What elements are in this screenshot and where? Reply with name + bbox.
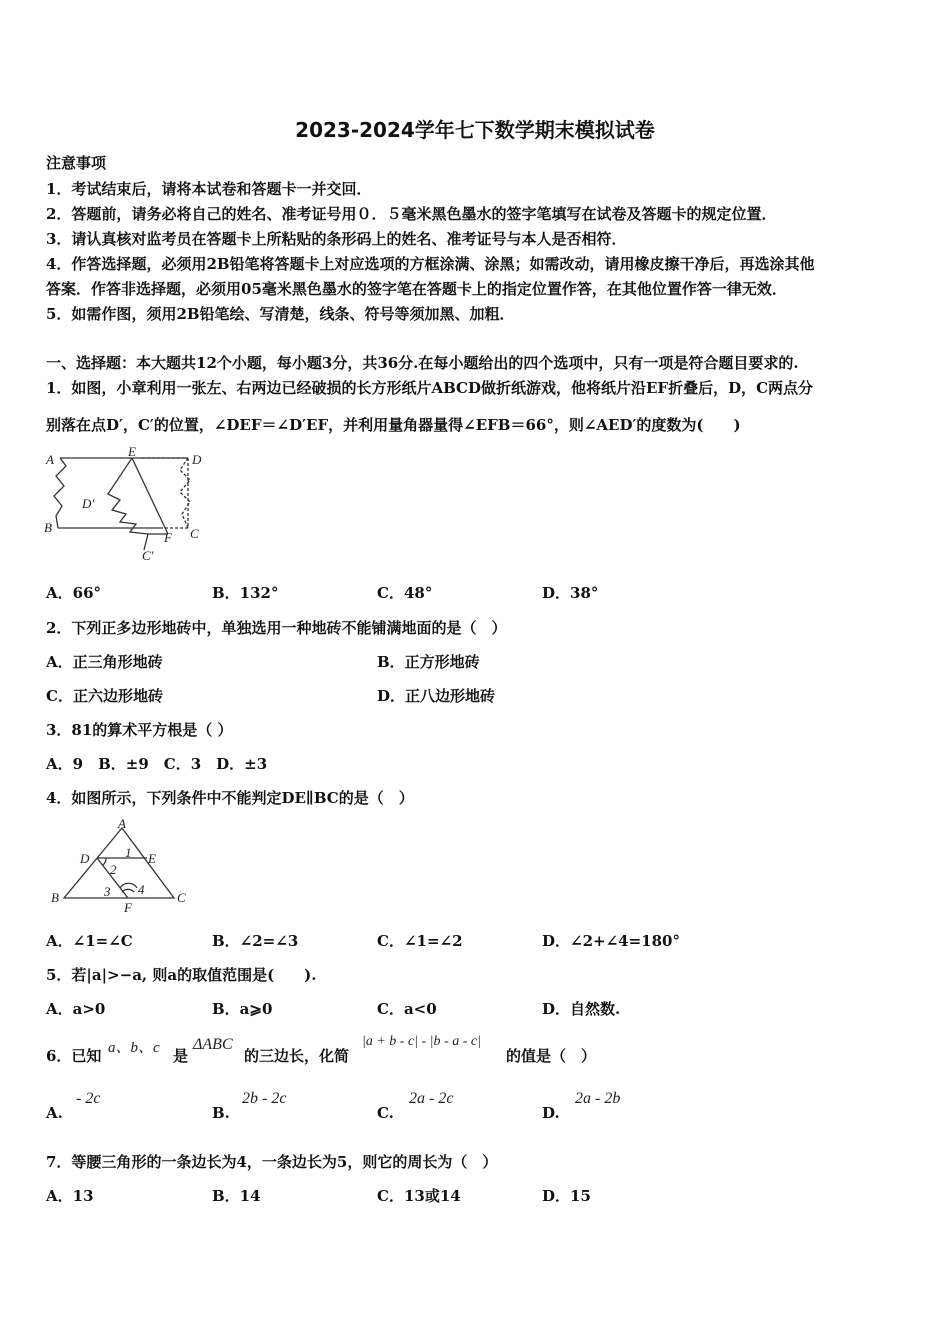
q1-label-f: F [164, 530, 172, 545]
q1-figure [40, 444, 220, 566]
q1-label-d-prime: D' [82, 496, 95, 511]
q4-label-f: F [124, 900, 132, 915]
q7-stem: 7．等腰三角形的一条边长为4，一条边长为5，则它的周长为（ ） [46, 1153, 498, 1171]
q4-stem: 4．如图所示，下列条件中不能判定DE∥BC的是（ ） [46, 789, 414, 807]
q5-stem: 5．若|a|>−a, 则a的取值范围是( ). [46, 966, 317, 984]
notice-item: 2．答题前，请务必将自己的姓名、准考证号用０．５毫米黑色墨水的签字笔填写在试卷及答题卡的规定位置． [46, 205, 777, 223]
notice-item: 5．如需作图，须用2B铅笔绘、写清楚，线条、符号等须加黑、加粗． [46, 305, 515, 323]
q4-angle-1: 1 [125, 845, 132, 860]
q7-option-b[interactable]: B．14 [212, 1187, 261, 1205]
q7-option-d[interactable]: D．15 [542, 1187, 591, 1205]
q1-label-a: A [46, 452, 54, 467]
q6-mid2: 的三边长，化简 [244, 1047, 350, 1065]
q1-label-e: E [128, 444, 136, 459]
q1-label-c-prime: C' [142, 548, 154, 563]
q4-option-c[interactable]: C．∠1=∠2 [377, 932, 463, 950]
q3-options[interactable]: A．9 B．±9 C．3 D．±3 [46, 755, 268, 773]
notice-item: 4．作答选择题，必须用2B铅笔将答题卡上对应选项的方框涂满、涂黑；如需改动，请用橡皮擦干净后，再选涂其他 [46, 255, 815, 273]
q6-expression: |a + b - c| - |b - a - c| [362, 1034, 481, 1049]
q6-suffix: 的值是（ ） [506, 1047, 597, 1065]
q2-option-a[interactable]: A．正三角形地砖 [46, 653, 163, 671]
q5-option-b[interactable]: B．a⩾0 [212, 1000, 273, 1018]
q4-angle-4: 4 [138, 882, 145, 897]
notice-item: 答案．作答非选择题，必须用05毫米黑色墨水的签字笔在答题卡上的指定位置作答，在其他位置作答一律无效． [46, 280, 787, 298]
q4-option-d[interactable]: D．∠2+∠4=180° [542, 932, 680, 950]
q7-option-a[interactable]: A．13 [46, 1187, 94, 1205]
q1-stem-line2: 别落在点D′，C′的位置，∠DEF＝∠D′EF，并利用量角器量得∠EFB＝66°，则∠AED′的度数为( ) [46, 416, 741, 434]
q2-option-b[interactable]: B．正方形地砖 [377, 653, 480, 671]
q2-option-d[interactable]: D．正八边形地砖 [377, 687, 496, 705]
q1-label-d: D [192, 452, 202, 467]
q7-option-c[interactable]: C．13或14 [377, 1187, 461, 1205]
q6-option-d-letter[interactable]: D. [542, 1104, 560, 1122]
q6-option-c-letter[interactable]: C. [377, 1104, 394, 1122]
notice-item: 3．请认真核对监考员在答题卡上所粘贴的条形码上的姓名、准考证号与本人是否相符． [46, 230, 627, 248]
q6-prefix: 6．已知 [46, 1047, 102, 1065]
q4-option-b[interactable]: B．∠2=∠3 [212, 932, 299, 950]
notice-heading: 注意事项 [46, 154, 107, 172]
q6-triangle: ΔABC [193, 1036, 233, 1053]
q6-option-a-letter[interactable]: A. [46, 1104, 63, 1122]
q4-label-d: D [80, 851, 90, 866]
q3-stem: 3．81的算术平方根是（ ） [46, 721, 233, 739]
q1-option-c[interactable]: C．48° [377, 584, 433, 602]
q5-option-a[interactable]: A．a>0 [46, 1000, 106, 1018]
q4-figure [46, 816, 196, 916]
q6-option-b-letter[interactable]: B. [212, 1104, 230, 1122]
q1-label-c: C [190, 526, 199, 541]
q1-stem-line1: 1．如图，小章利用一张左、右两边已经破损的长方形纸片ABCD做折纸游戏，他将纸片沿EF折叠后，D，C两点分 [46, 379, 814, 397]
q1-option-d[interactable]: D．38° [542, 584, 599, 602]
q6-option-b-expr[interactable]: 2b - 2c [242, 1090, 287, 1107]
q1-option-a[interactable]: A．66° [46, 584, 102, 602]
q6-option-c-expr[interactable]: 2a - 2c [409, 1090, 454, 1107]
q6-option-d-expr[interactable]: 2a - 2b [575, 1090, 621, 1107]
q4-label-b: B [51, 890, 59, 905]
q1-label-b: B [44, 520, 52, 535]
q4-label-c: C [177, 890, 186, 905]
q4-angle-2: 2 [110, 862, 117, 877]
q4-label-a: A [118, 816, 126, 831]
q4-label-e: E [148, 851, 156, 866]
q4-angle-3: 3 [104, 884, 111, 899]
section-heading: 一、选择题：本大题共12个小题，每小题3分，共36分.在每小题给出的四个选项中，只有一项是符合题目要求的. [46, 354, 799, 372]
q5-option-c[interactable]: C．a<0 [377, 1000, 437, 1018]
q2-option-c[interactable]: C．正六边形地砖 [46, 687, 163, 705]
q5-option-d[interactable]: D．自然数. [542, 1000, 621, 1018]
q2-stem: 2．下列正多边形地砖中，单独选用一种地砖不能铺满地面的是（ ） [46, 619, 507, 637]
q4-option-a[interactable]: A．∠1=∠C [46, 932, 133, 950]
q1-option-b[interactable]: B．132° [212, 584, 279, 602]
q6-option-a-expr[interactable]: - 2c [76, 1090, 101, 1107]
page-title: 2023-2024学年七下数学期末模拟试卷 [295, 118, 655, 142]
q6-vars: a、b、c [108, 1040, 160, 1056]
notice-item: 1．考试结束后，请将本试卷和答题卡一并交回． [46, 180, 372, 198]
q6-mid: 是 [173, 1047, 189, 1065]
